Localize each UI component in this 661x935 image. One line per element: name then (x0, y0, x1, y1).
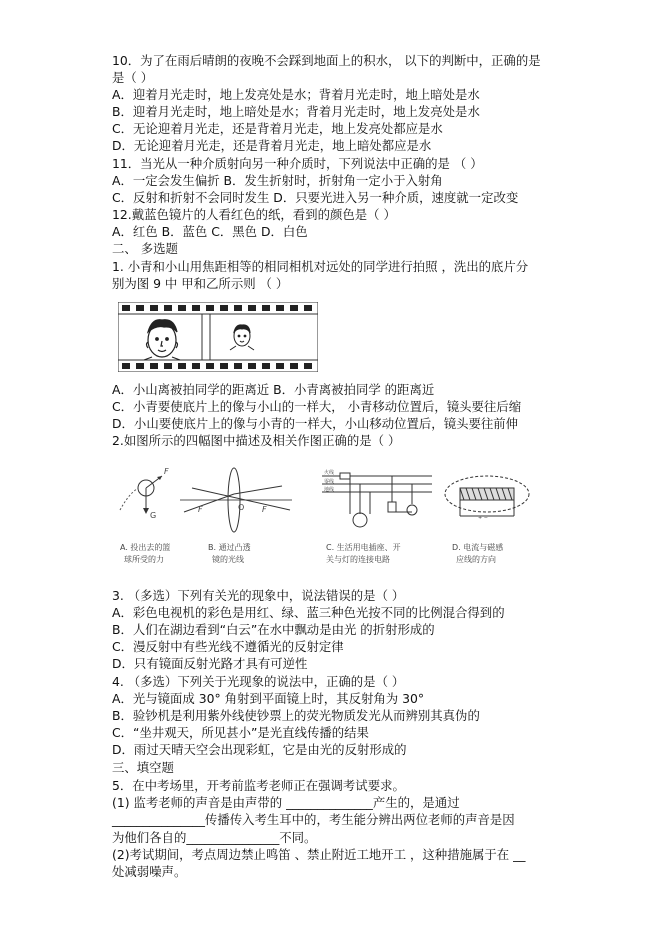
focus-left-label: F (198, 505, 203, 514)
lens-o-label: O (238, 503, 245, 512)
q11-stem: 11．当光从一种介质射向另一种介质时，下列说法中正确的是 （ ） (112, 156, 483, 171)
mq4-stem: 4. （多选）下列关于光现象的说法中，正确的是（ ） (112, 674, 405, 689)
caption-b-line2: 镜的光线 (212, 555, 244, 564)
q10-option-c: C．无论迎着月光走，还是背着月光走，地上发亮处都应是水 (112, 121, 443, 136)
physics-diagrams-figure (112, 458, 532, 576)
q10-option-b: B．迎着月光走时，地上暗处是水；背着月光走时，地上发亮处是水 (112, 104, 480, 119)
section-2-heading: 二、 多选题 (112, 241, 178, 256)
caption-c-line2: 关与灯的连接电路 (326, 555, 390, 564)
q12-options: A．红色 B．蓝色 C．黑色 D．白色 (112, 224, 308, 239)
fq5-part1-end: 为他们各自的_______________不同。 (112, 830, 317, 845)
q10-stem: 10．为了在雨后晴朗的夜晚不会踩到地面上的积水， 以下的判断中，正确的是 (112, 53, 541, 68)
caption-c-line1: C. 生活用电插座、开 (326, 543, 401, 552)
basketball-force-icon (120, 467, 169, 520)
caption-a-line2: 球所受的力 (124, 555, 164, 564)
mq3-option-a: A．彩色电视机的彩色是用红、绿、蓝三种色光按不同的比例混合得到的 (112, 605, 505, 620)
section-3-heading: 三、填空题 (112, 760, 174, 775)
mq1-option-a-b: A．小山离被拍同学的距离近 B．小青离被拍同学 的距离近 (112, 382, 435, 397)
mq3-option-b: B．人们在湖边看到“白云”在水中飘动是由光 的折射形成的 (112, 622, 435, 637)
caption-a-line1: A. 投出去的篮 (120, 543, 171, 552)
caption-d-line1: D. 电流与磁感 (452, 543, 504, 552)
q11-options-ab: A．一定会发生偏折 B．发生折射时，折射角一定小于入射角 (112, 173, 443, 188)
q10-option-a: A．迎着月光走时，地上发亮处是水；背着月光走时，地上暗处是水 (112, 87, 480, 102)
mq4-option-a: A．光与镜面成 30° 角射到平面镜上时，其反射角为 30° (112, 691, 425, 706)
wire-neutral-label: 零线 (324, 479, 335, 485)
filmstrip-photo-icon (118, 302, 318, 372)
caption-b-line1: B. 通过凸透 (208, 543, 251, 552)
wire-ground-label: 地线 (324, 487, 335, 493)
force-f-label: F (164, 467, 169, 476)
mq4-option-c: C．“坐井观天，所见甚小”是光直线传播的结果 (112, 725, 369, 740)
fq5-stem: 5．在中考场里，开考前监考老师正在强调考试要求。 (112, 778, 405, 793)
fq5-part1-cont: _______________传播传入考生耳中的，考生能分辨出两位老师的声音是因 (112, 812, 515, 827)
fq5-part2-cont: 处减弱噪声。 (112, 864, 187, 879)
caption-d-line2: 应线的方向 (456, 555, 496, 564)
fq5-part1: (1) 监考老师的声音是由声带的 ______________产生的，是通过 (112, 795, 460, 810)
q10-stem-cont: 是（ ） (112, 70, 154, 85)
q11-options-cd: C．反射和折射不会同时发生 D．只要光进入另一种介质，速度就一定改变 (112, 190, 519, 205)
mq2-stem: 2.如图所示的四幅图中描述及相关作图正确的是（ ） (112, 433, 401, 448)
solenoid-icon (445, 476, 529, 521)
wire-live-label: 火线 (324, 470, 335, 476)
mq4-option-b: B．验钞机是利用紫外线使钞票上的荧光物质发光从而辨别其真伪的 (112, 708, 480, 723)
fq5-part2: (2)考试期间，考点周边禁止鸣笛 、禁止附近工地开工 ，这种措施属于在 __ (112, 847, 526, 862)
force-g-label: G (150, 511, 157, 520)
mq1-option-d: D．小山要使底片上的像与小青的一样大，小山移动位置后，镜头要往前伸 (112, 416, 519, 431)
mq3-stem: 3. （多选）下列有关光的现象中，说法错误的是（ ） (112, 588, 405, 603)
mq3-option-d: D．只有镜面反射光路才具有可逆性 (112, 656, 308, 671)
mq1-stem: 1. 小青和小山用焦距相等的相同相机对远处的同学进行拍照 ，洗出的底片分 (112, 259, 529, 274)
q10-option-d: D．无论迎着月光走，还是背着月光走，地上暗处都应是水 (112, 138, 432, 153)
mq1-stem-cont: 别为图 9 中 甲和乙所示则 （ ） (112, 276, 289, 291)
mq1-option-c: C．小青要使底片上的像与小山的一样大， 小青移动位置后，镜头要往后缩 (112, 399, 522, 414)
mq3-option-c: C．漫反射中有些光线不遵循光的反射定律 (112, 639, 344, 654)
battery-label: + − (478, 515, 488, 521)
q12-stem: 12.戴蓝色镜片的人看红色的纸，看到的颜色是（ ） (112, 207, 396, 222)
mq4-option-d: D．雨过天晴天空会出现彩虹，它是由光的反射形成的 (112, 742, 407, 757)
convex-lens-icon (180, 468, 292, 532)
circuit-icon (322, 469, 432, 527)
focus-right-label: F (262, 505, 267, 514)
